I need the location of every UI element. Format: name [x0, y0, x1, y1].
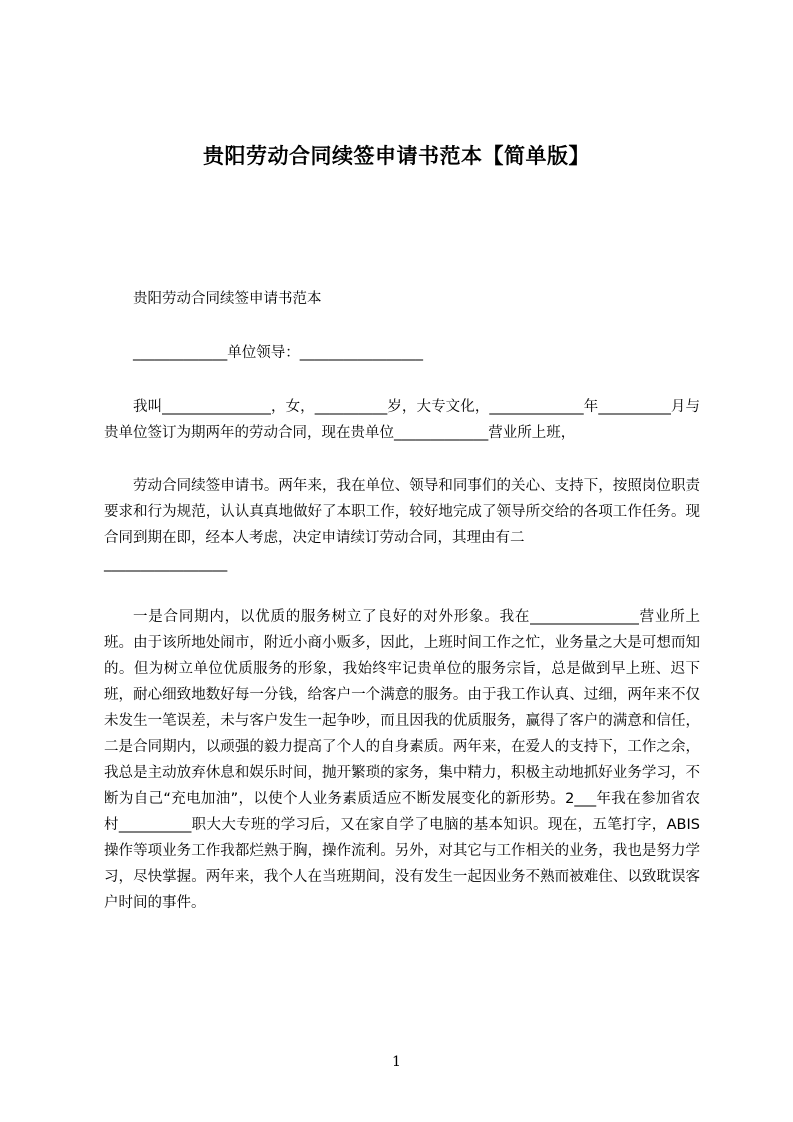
- document-title: 贵阳劳动合同续签申请书范本【简单版】: [203, 144, 590, 168]
- document-subtitle: 贵阳劳动合同续签申请书范本: [133, 291, 322, 307]
- subtitle-block: [104, 286, 700, 312]
- paragraph-1-block: [104, 394, 700, 446]
- paragraph-reasons-intro: 劳动合同续签申请书。两年来，我在单位、领导和同事们的关心、支持下，按照岗位职责要求和行为规范，认认真真地做好了本职工作，较好地完成了领导所交给的各项工作任务。现合同到期在即，经本人考虑，决定申请续订劳动合同，其理由有二: [104, 478, 700, 546]
- paragraph-personal-info: 我叫_______________，女，__________岁，大专文化，_____________年__________月与贵单位签订为期两年的劳动合同，现在贵单位_____________营业所上班，: [104, 399, 700, 441]
- page-number: 1: [392, 1054, 401, 1070]
- salutation-block: [104, 340, 700, 366]
- paragraph-3-block: [104, 604, 700, 916]
- salutation-line: _____________单位领导：_________________: [133, 345, 423, 361]
- paragraph-reasons-blank: _________________: [104, 556, 228, 572]
- paragraph-2-block: [104, 473, 700, 577]
- paragraph-reason-details: 一是合同期内，以优质的服务树立了良好的对外形象。我在_______________营业所上班。由于该所地处闹市，附近小商小贩多，因此，上班时间工作之忙，业务量之大是可想而知的。但为树立单位优质服务的形象，我始终牢记贵单位的服务宗旨，总是做到早上班、迟下班，耐心细致地数好每一分钱，给客户一个满意的服务。由于我工作认真、过细，两年来不仅未发生一笔误差，未与客户发生一起争吵，而且因我的优质服务，赢得了客户的满意和信任，二是合同期内，以顽强的毅力提高了个人的自身素质。两年来，在爱人的支持下，工作之余，我总是主动放弃休息和娱乐时间，抛开繁琐的家务，集中精力，积极主动地抓好业务学习，不断为自己“充电加油”，以使个人业务素质适应不断发展变化的新形势。2___年我在参加省农村__________职大大专班的学习后，又在家自学了电脑的基本知识。现在，五笔打字，ABIS操作等项业务工作我都烂熟于胸，操作流利。另外，对其它与工作相关的业务，我也是努力学习，尽快掌握。两年来，我个人在当班期间，没有发生一起因业务不熟而被难住、以致耽误客户时间的事件。: [104, 609, 700, 911]
